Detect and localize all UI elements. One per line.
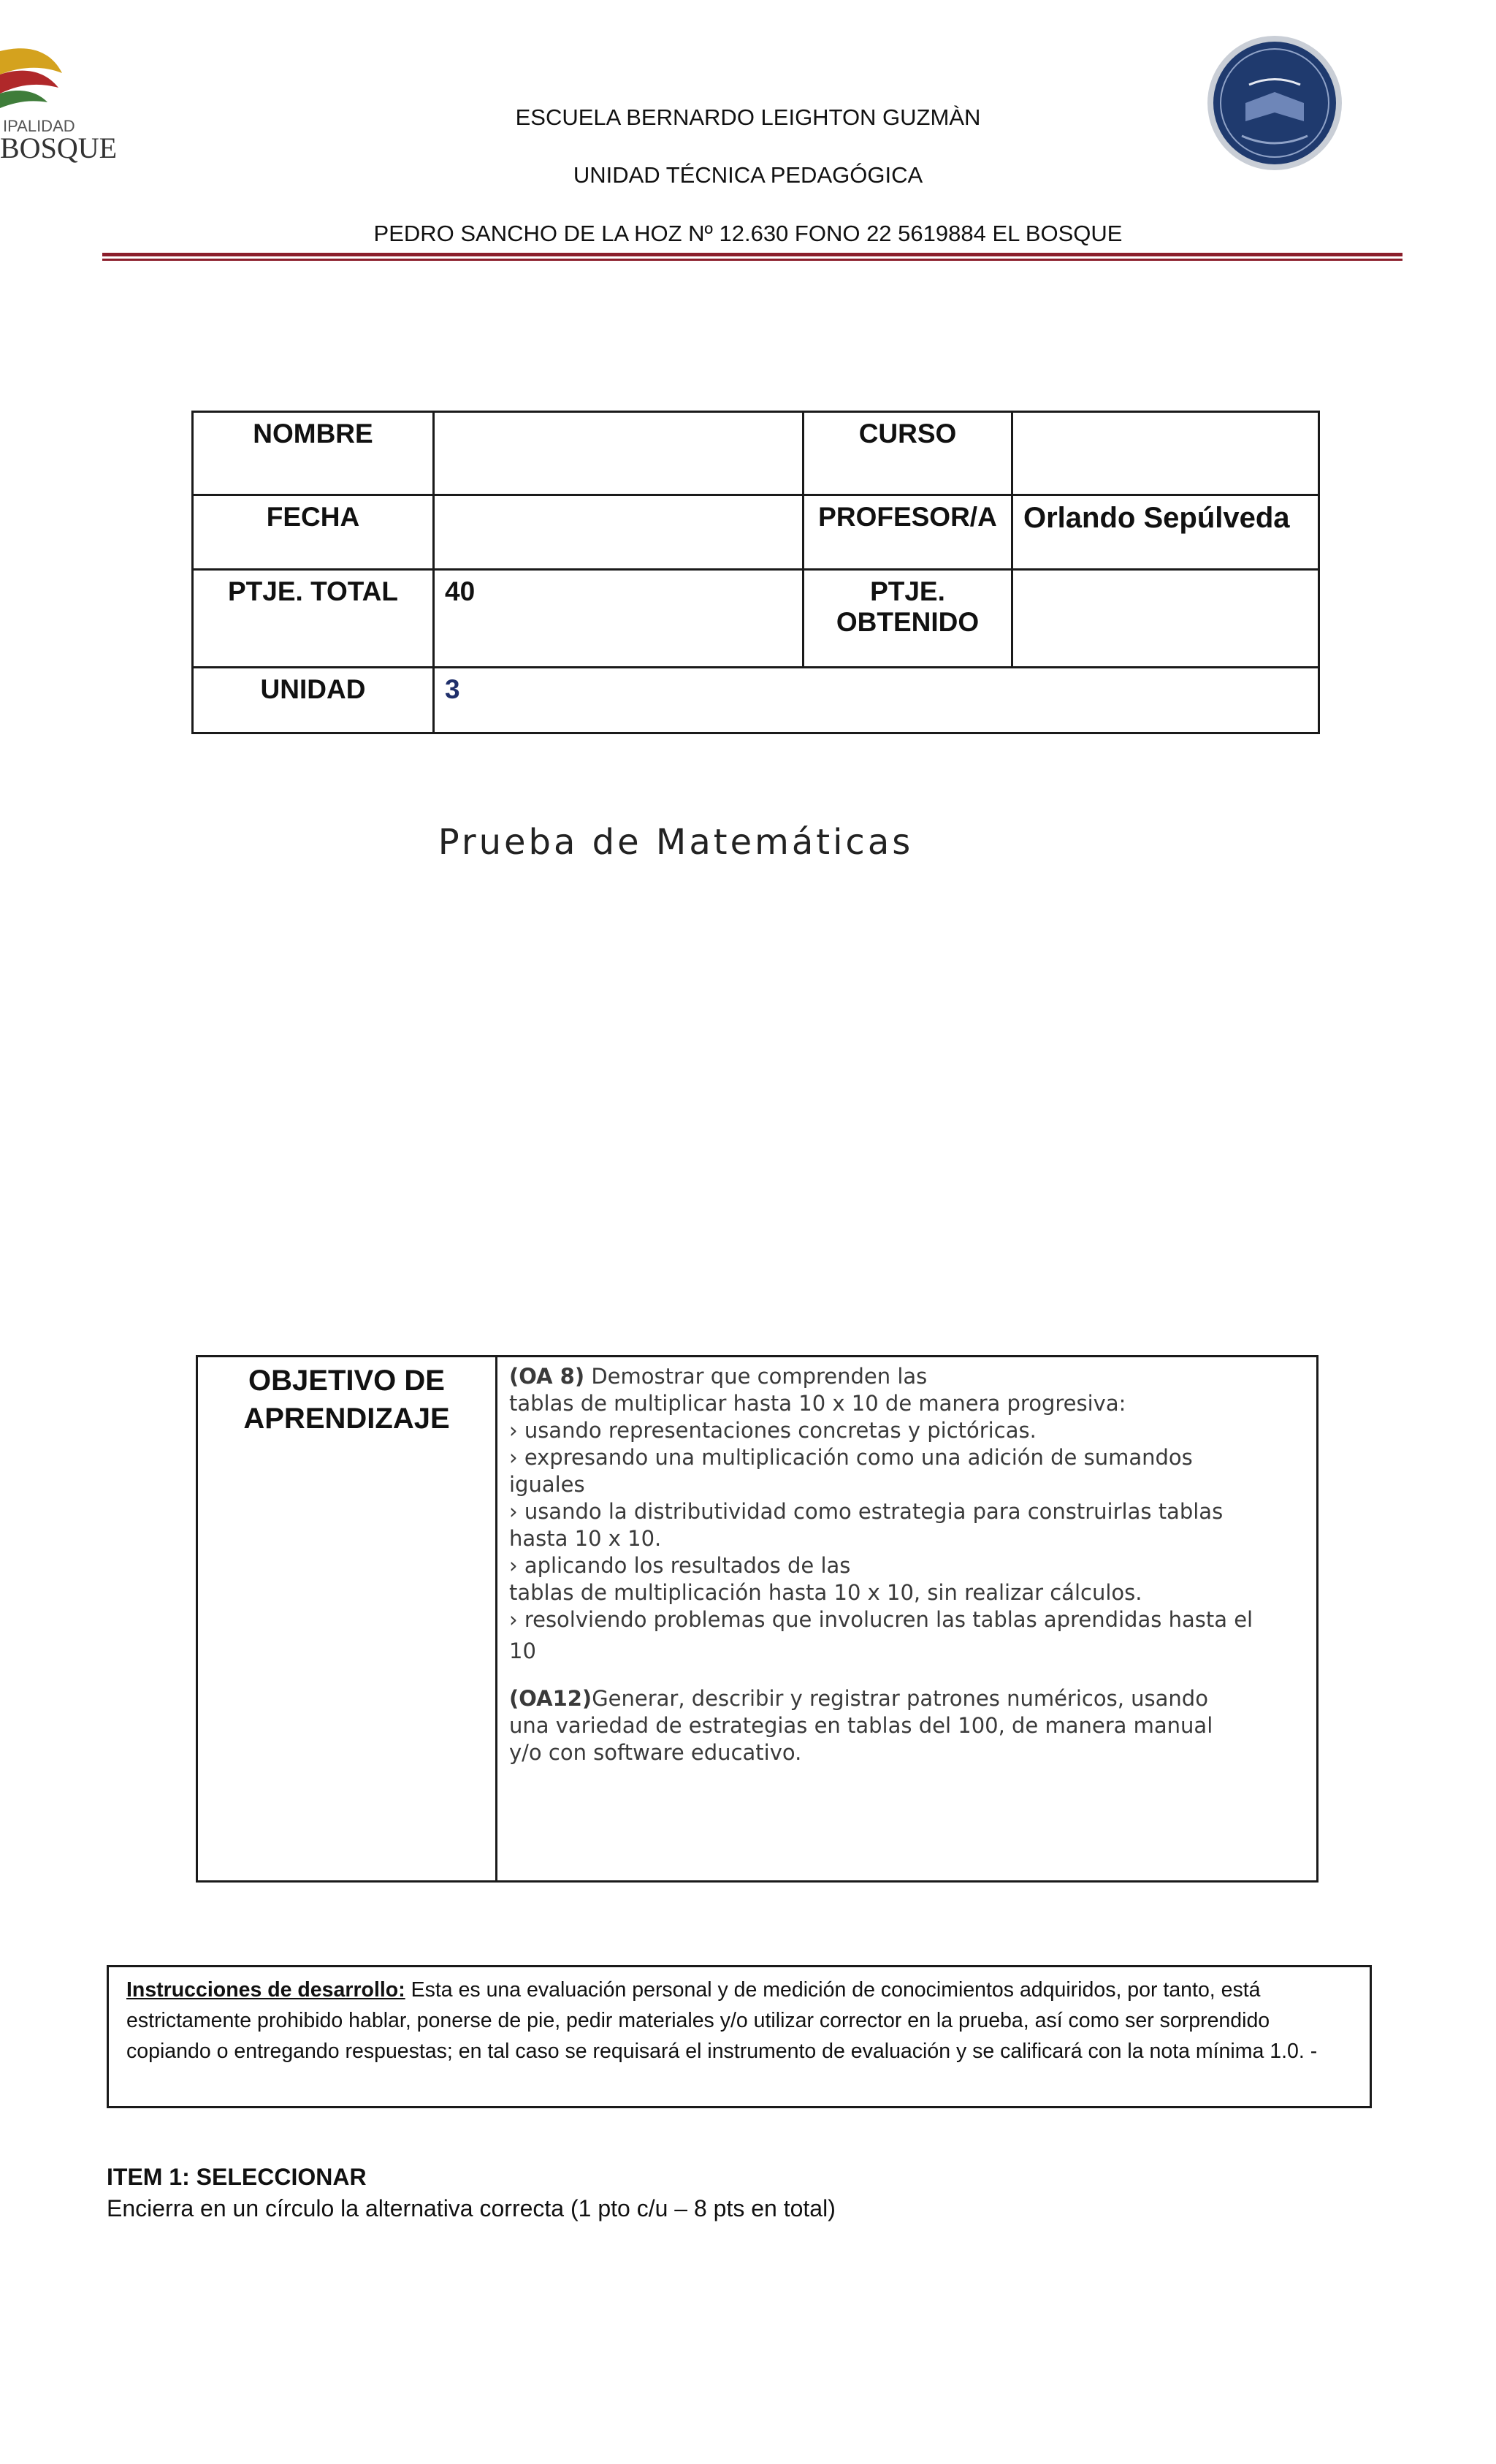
profesor-value: Orlando Sepúlveda (1012, 495, 1319, 570)
school-name: ESCUELA BERNARDO LEIGHTON GUZMÀN (515, 104, 981, 130)
oa12-intro-text: Generar, describir y registrar patrones numéricos, usando (592, 1686, 1208, 1711)
header-divider-thin (102, 259, 1402, 261)
instructions-label: Instrucciones de desarrollo: (126, 1978, 405, 2002)
nombre-field[interactable] (434, 412, 804, 495)
nombre-label: NOMBRE (193, 412, 434, 495)
unidad-value: 3 (434, 668, 1319, 733)
profesor-label: PROFESOR/A (804, 495, 1012, 570)
unit-name: UNIDAD TÉCNICA PEDAGÓGICA (573, 162, 923, 188)
oa8-code: (OA 8) (509, 1364, 585, 1389)
item-1-description: Encierra en un círculo la alternativa correcta (1 pto c/u – 8 pts en total) (107, 2195, 836, 2221)
ptje-obtenido-label-line2: OBTENIDO (836, 607, 980, 637)
oa8-line: tablas de multiplicación hasta 10 x 10, sin realizar cálculos. (509, 1580, 1142, 1605)
school-address: PEDRO SANCHO DE LA HOZ Nº 12.630 FONO 22 5619884 EL BOSQUE (373, 221, 1123, 246)
student-info-table (191, 411, 1320, 734)
oa12-line: una variedad de estrategias en tablas del 100, de manera manual (509, 1713, 1213, 1738)
oa8-line: hasta 10 x 10. (509, 1526, 662, 1551)
ptje-obtenido-label-line1: PTJE. (870, 576, 945, 606)
oa8-line: tablas de multiplicar hasta 10 x 10 de manera progresiva: (509, 1391, 1126, 1416)
oa12-intro (509, 1685, 1305, 1712)
oa8-line: 10 (509, 1639, 536, 1663)
oa12-code: (OA12) (509, 1686, 592, 1711)
ptje-obtenido-field[interactable] (1012, 570, 1319, 668)
test-title: Prueba de Matemáticas (438, 822, 914, 863)
oa8-intro-text: Demostrar que comprenden las (584, 1364, 928, 1389)
objectives-label (197, 1357, 497, 1882)
oa8-line: › usando la distributividad como estrategia para construirlas tablas (509, 1499, 1224, 1524)
oa8-line: › aplicando los resultados de las (509, 1553, 851, 1578)
oa8-line: › resolviendo problemas que involucren las tablas aprendidas hasta el (509, 1607, 1253, 1632)
unidad-label: UNIDAD (193, 668, 434, 733)
municipality-logo (0, 29, 118, 168)
objectives-content (497, 1357, 1318, 1882)
spacer (509, 1665, 1305, 1685)
logo-text-1: IPALIDAD (3, 117, 75, 135)
item-1-title: ITEM 1: SELECCIONAR (107, 2164, 367, 2190)
ptje-obtenido-label (804, 570, 1012, 668)
ptje-total-label: PTJE. TOTAL (193, 570, 434, 668)
school-seal-icon (1205, 34, 1344, 172)
logo-text-2: BOSQUE (0, 131, 118, 164)
header-divider (102, 253, 1402, 256)
objectives-label-line1: OBJETIVO DE (248, 1365, 445, 1397)
fecha-label: FECHA (193, 495, 434, 570)
curso-field[interactable] (1012, 412, 1319, 495)
ptje-total-value: 40 (434, 570, 804, 668)
curso-label: CURSO (804, 412, 1012, 495)
fecha-field[interactable] (434, 495, 804, 570)
oa8-line: iguales (509, 1472, 585, 1497)
oa12-line: y/o con software educativo. (509, 1740, 802, 1765)
instructions-box (107, 1965, 1372, 2108)
learning-objectives-table (196, 1355, 1318, 1883)
oa8-line: › usando representaciones concretas y pictóricas. (509, 1418, 1037, 1443)
oa8-intro (509, 1363, 1305, 1390)
objectives-label-line2: APRENDIZAJE (243, 1403, 450, 1435)
oa8-line: › expresando una multiplicación como una adición de sumandos (509, 1445, 1193, 1470)
instructions-text: Esta es una evaluación personal y de medición de conocimientos adquiridos, por tanto, está estrictamente prohibido hablar, ponerse de pie, pedir materiales y/o utilizar corrector en la prueba, así como ser sorprendido copiando o entregando respuestas; en tal caso se requisará el instrumento de evaluación y se calificará con la nota mínima 1.0. - (126, 1978, 1318, 2063)
